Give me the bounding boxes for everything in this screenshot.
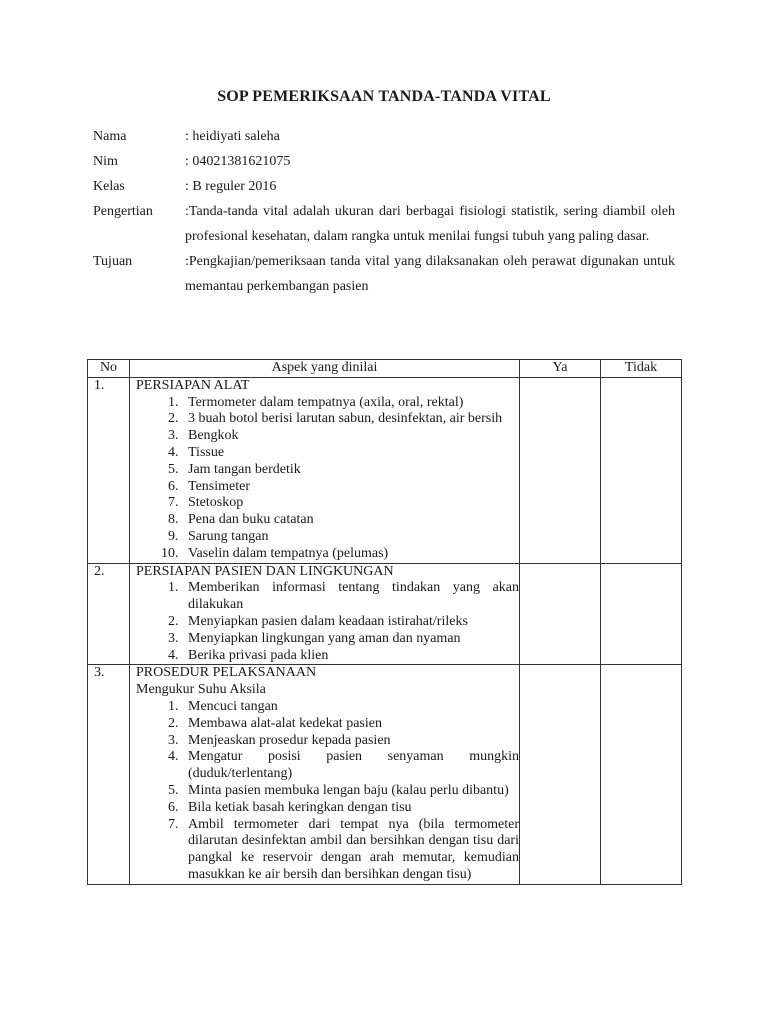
- list-item: 1. Memberikan informasi tentang tindakan yang akan dilakukan: [182, 580, 519, 614]
- info-row-kelas: [93, 174, 675, 199]
- info-block: [93, 124, 675, 299]
- table-row: [88, 563, 682, 665]
- list-item: 4. Berika privasi pada klien: [182, 648, 519, 665]
- section-title: PERSIAPAN ALAT: [136, 377, 250, 393]
- info-label: Nama: [93, 129, 127, 144]
- list-item: 7. Stetoskop: [182, 495, 519, 512]
- info-row-tujuan: [93, 249, 675, 299]
- list-item: 1. Termometer dalam tempatnya (axila, oral, rektal): [182, 395, 519, 412]
- checkbox-ya-cell[interactable]: [520, 665, 601, 884]
- checkbox-ya-cell[interactable]: [520, 563, 601, 665]
- list-item: 4. Tissue: [182, 445, 519, 462]
- row-aspect: [130, 665, 520, 884]
- table-row: [88, 665, 682, 884]
- table-row: [88, 377, 682, 563]
- list-item: 5. Minta pasien membuka lengan baju (kalau perlu dibantu): [182, 783, 519, 800]
- info-label: Tujuan: [93, 254, 133, 269]
- checkbox-tidak-cell[interactable]: [601, 563, 682, 665]
- list-item: 7. Ambil termometer dari tempat nya (bila termometer dilarutan desinfektan ambil dan bersihkan dengan tisu dari pangkal ke reservoir dengan arah memutar, kemudian masukkan ke air bersih dan bersihkan dengan tisu): [182, 817, 519, 884]
- section-title: PROSEDUR PELAKSANAAN: [136, 665, 317, 681]
- list-item: 6. Tensimeter: [182, 479, 519, 496]
- list-item: 2. Menyiapkan pasien dalam keadaan istirahat/rileks: [182, 614, 519, 631]
- section-subtitle: Mengukur Suhu Aksila: [136, 682, 266, 698]
- list-item: 3. Menjeaskan prosedur kepada pasien: [182, 733, 519, 750]
- info-value: : heidiyati saleha: [185, 129, 280, 144]
- header-ya: Ya: [520, 360, 601, 378]
- row-number: 1.: [88, 377, 130, 563]
- assessment-table: [87, 359, 682, 885]
- list-item: 3. Bengkok: [182, 428, 519, 445]
- info-label: Pengertian: [93, 204, 153, 219]
- item-list: [136, 395, 519, 563]
- info-row-pengertian: [93, 199, 675, 249]
- info-label: Kelas: [93, 179, 125, 194]
- list-item: 8. Pena dan buku catatan: [182, 512, 519, 529]
- checkbox-tidak-cell[interactable]: [601, 377, 682, 563]
- header-no: No: [88, 360, 130, 378]
- list-item: 3. Menyiapkan lingkungan yang aman dan nyaman: [182, 631, 519, 648]
- list-item: 4. Mengatur posisi pasien senyaman mungkin (duduk/terlentang): [182, 749, 519, 783]
- row-aspect: [130, 377, 520, 563]
- header-tidak: Tidak: [601, 360, 682, 378]
- list-item: 1. Mencuci tangan: [182, 699, 519, 716]
- header-aspek: Aspek yang dinilai: [130, 360, 520, 378]
- list-item: 6. Bila ketiak basah keringkan dengan tisu: [182, 800, 519, 817]
- info-value: : 04021381621075: [185, 154, 291, 169]
- row-number: 2.: [88, 563, 130, 665]
- info-value: : B reguler 2016: [185, 179, 277, 194]
- info-row-nim: [93, 149, 675, 174]
- info-value: :Tanda-tanda vital adalah ukuran dari berbagai fisiologi statistik, sering diambil oleh profesional kesehatan, dalam rangka untuk menilai fungsi tubuh yang paling dasar.: [185, 204, 675, 244]
- list-item: 5. Jam tangan berdetik: [182, 462, 519, 479]
- info-label: Nim: [93, 154, 118, 169]
- checkbox-tidak-cell[interactable]: [601, 665, 682, 884]
- row-number: 3.: [88, 665, 130, 884]
- row-aspect: [130, 563, 520, 665]
- item-list: [136, 699, 519, 884]
- info-value: :Pengkajian/pemeriksaan tanda vital yang dilaksanakan oleh perawat digunakan untuk memantau perkembangan pasien: [185, 254, 675, 294]
- document-title: SOP PEMERIKSAAN TANDA-TANDA VITAL: [217, 88, 551, 105]
- list-item: 2. Membawa alat-alat kedekat pasien: [182, 716, 519, 733]
- section-title: PERSIAPAN PASIEN DAN LINGKUNGAN: [136, 563, 394, 579]
- item-list: [136, 580, 519, 664]
- info-row-nama: [93, 124, 675, 149]
- list-item: 9. Sarung tangan: [182, 529, 519, 546]
- list-item: 10. Vaselin dalam tempatnya (pelumas): [182, 546, 519, 563]
- list-item: 2. 3 buah botol berisi larutan sabun, desinfektan, air bersih: [182, 411, 519, 428]
- checkbox-ya-cell[interactable]: [520, 377, 601, 563]
- table-header-row: [88, 360, 682, 378]
- table-body: [88, 377, 682, 884]
